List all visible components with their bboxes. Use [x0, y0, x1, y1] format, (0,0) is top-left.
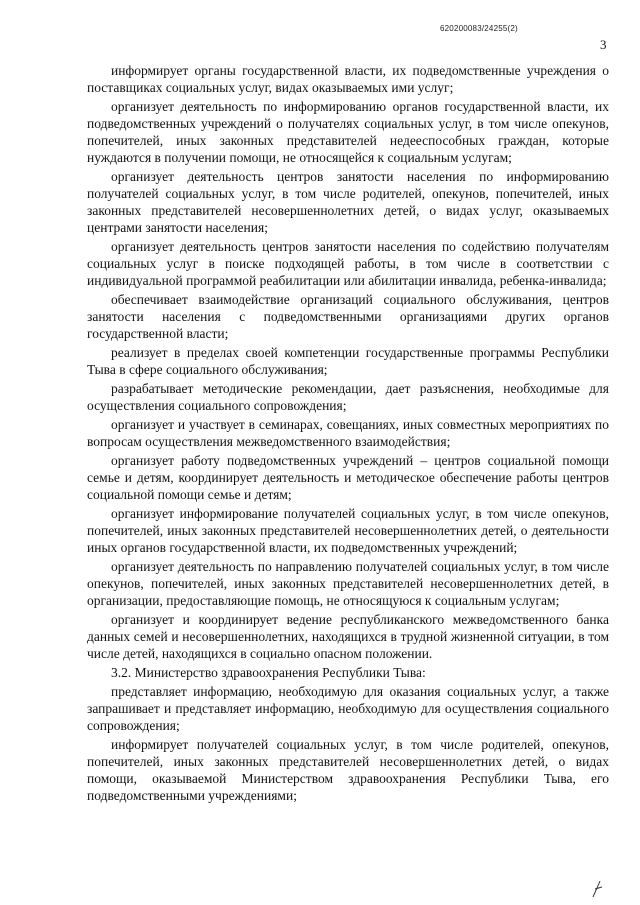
paragraph: организует и координирует ведение республиканского межведомственного банка данных семей и несовершеннолетних, находящихся в трудной жизненной ситуации, в том числе детей, находящихся в социально опасном положении. [87, 612, 609, 661]
page-number: 3 [600, 37, 607, 52]
paragraph: организует работу подведомственных учреждений – центров социальной помощи семье и детям, координирует деятельность и методическое обеспечение работы центров социальной помощи семье и детям; [87, 453, 609, 502]
section-heading: 3.2. Министерство здравоохранения Республики Тыва: [111, 665, 426, 680]
paragraph: организует и участвует в семинарах, совещаниях, иных совместных мероприятиях по вопросам осуществления межведомственного взаимодействия; [87, 417, 609, 449]
paragraph: разрабатывает методические рекомендации, дает разъяснения, необходимые для осуществления социального сопровождения; [87, 381, 609, 413]
paragraph: организует деятельность по информированию органов государственной власти, их подведомственных учреждений о получателях социальных услуг, в том числе опекунов, попечителей, иных законных представителей недееспособных граждан, которые нуждаются в получении помощи, не относящейся к социальным услугам; [87, 99, 609, 165]
paragraph: организует деятельность центров занятости населения по информированию получателей социальных услуг, в том числе родителей, опекунов, попечителей, иных законных представителей несовершеннолетних детей, о видах услуг, оказываемых центрами занятости населения; [87, 169, 609, 235]
paragraph: организует деятельность центров занятости населения по содействию получателям социальных услуг в поиске подходящей работы, в том числе в соответствии с индивидуальной программой реабилитации или абилитации инвалида, ребенка-инвалида; [87, 239, 609, 288]
paragraph: представляет информацию, необходимую для оказания социальных услуг, а также запрашивает и представляет информацию, необходимую для осуществления социального сопровождения; [87, 684, 609, 733]
paragraph: реализует в пределах своей компетенции государственные программы Республики Тыва в сфере социального обслуживания; [87, 345, 609, 377]
paragraph: организует информирование получателей социальных услуг, в том числе опекунов, попечителей, иных законных представителей несовершеннолетних детей, о деятельности иных органов государственной власти, их подведомственных учреждений; [87, 506, 609, 555]
paragraph: организует деятельность по направлению получателей социальных услуг, в том числе опекунов, попечителей, иных законных представителей несовершеннолетних детей, в организации, предоставляющие помощь, не относящуюся к социальным услугам; [87, 559, 609, 608]
document-body [87, 62, 609, 806]
paragraph: обеспечивает взаимодействие организаций социального обслуживания, центров занятости населения с подведомственными организациями других органов государственной власти; [87, 292, 609, 341]
handwritten-mark-icon [590, 880, 604, 898]
paragraph: информирует органы государственной власти, их подведомственные учреждения о поставщиках социальных услуг, видах оказываемых ими услуг; [87, 63, 609, 95]
paragraph: информирует получателей социальных услуг, в том числе родителей, опекунов, попечителей, иных законных представителей несовершеннолетних детей, о видах помощи, оказываемой Министерством здравоохранения Республики Тыва, его подведомственными учреждениями; [87, 737, 609, 803]
document-code: 620200083/24255(2) [440, 24, 518, 33]
